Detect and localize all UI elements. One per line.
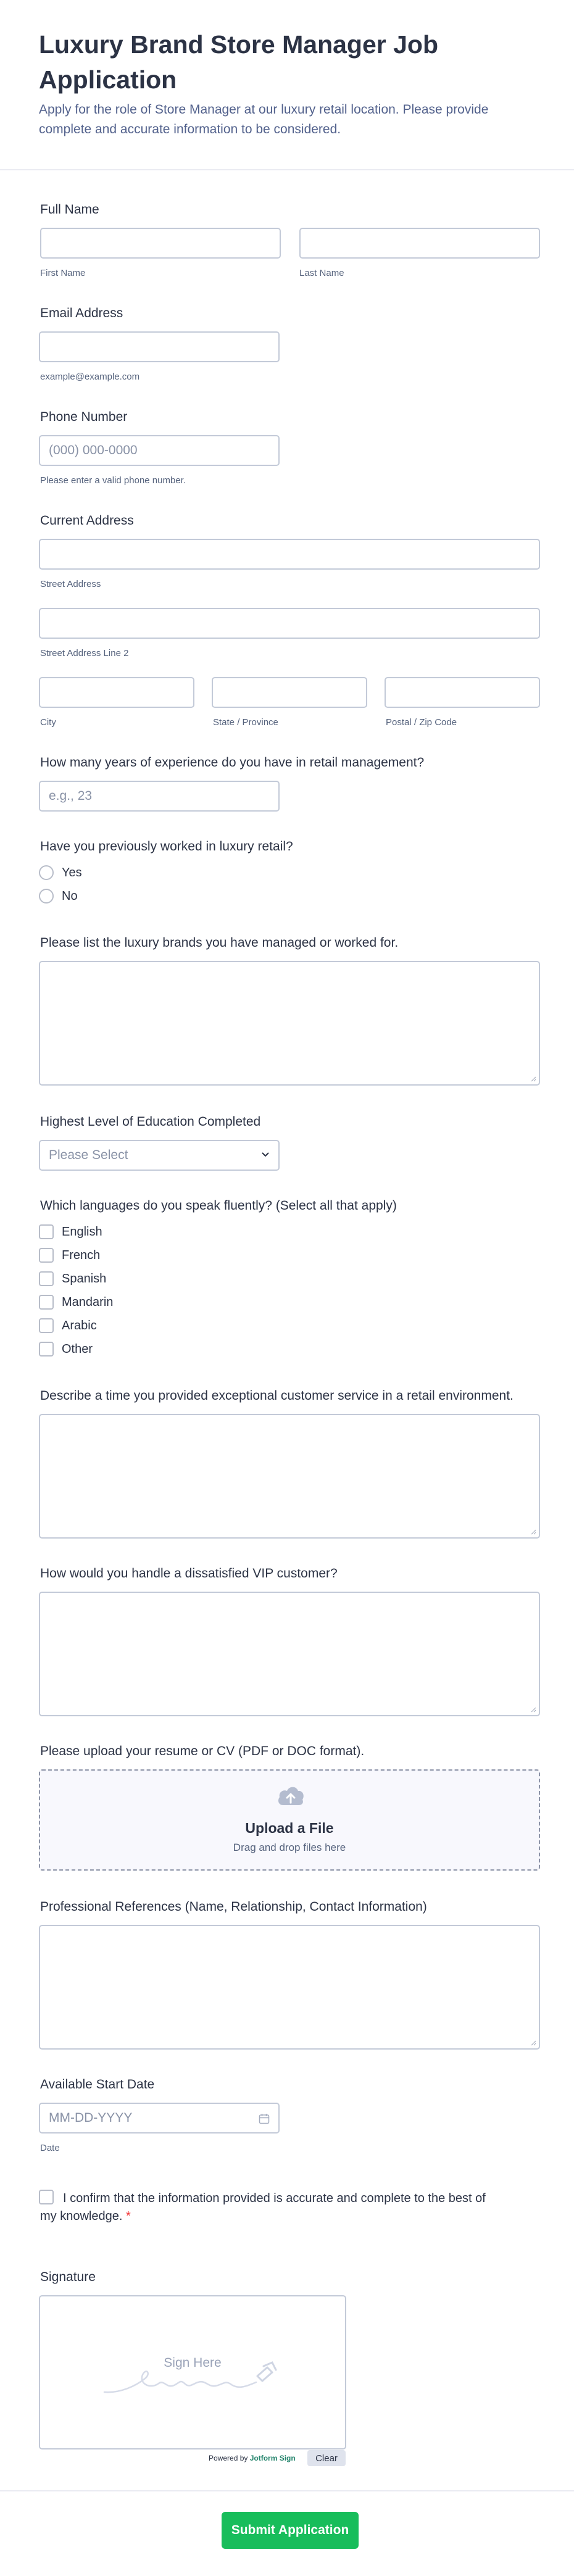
state-input[interactable] bbox=[212, 677, 367, 708]
state-sublabel: State / Province bbox=[213, 717, 278, 728]
experience-label: How many years of experience do you have in retail management? bbox=[40, 755, 425, 770]
customer-service-label: Describe a time you provided exceptional customer service in a retail environment. bbox=[40, 1389, 514, 1403]
checkbox-other-label: Other bbox=[62, 1342, 93, 1356]
zip-input[interactable] bbox=[385, 677, 540, 708]
checkbox-spanish-label: Spanish bbox=[62, 1272, 107, 1286]
submit-button[interactable]: Submit Application bbox=[222, 2512, 359, 2549]
vip-label: How would you handle a dissatisfied VIP customer? bbox=[40, 1566, 338, 1581]
upload-title: Upload a File bbox=[245, 1820, 334, 1836]
powered-by-prefix: Powered by bbox=[209, 2454, 248, 2462]
start-date-placeholder: MM-DD-YYYY bbox=[49, 2111, 133, 2125]
zip-sublabel: Postal / Zip Code bbox=[386, 717, 457, 728]
radio-yes-label: Yes bbox=[62, 866, 82, 879]
checkbox-french-label: French bbox=[62, 1249, 101, 1262]
checkbox-english[interactable] bbox=[39, 1224, 54, 1239]
references-textarea[interactable] bbox=[39, 1925, 540, 2050]
city-sublabel: City bbox=[40, 717, 56, 728]
start-date-label: Available Start Date bbox=[40, 2077, 155, 2092]
experience-placeholder: e.g., 23 bbox=[49, 789, 93, 803]
signature-label: Signature bbox=[40, 2270, 96, 2284]
phone-input[interactable] bbox=[39, 435, 280, 466]
resize-grip-icon[interactable] bbox=[530, 1529, 536, 1535]
header-divider bbox=[0, 169, 574, 170]
resize-grip-icon[interactable] bbox=[530, 1706, 536, 1713]
checkbox-english-label: English bbox=[62, 1225, 102, 1239]
first-name-sublabel: First Name bbox=[40, 268, 86, 278]
page-title: Luxury Brand Store Manager Job Application bbox=[39, 30, 439, 94]
checkbox-arabic-label: Arabic bbox=[62, 1319, 97, 1332]
first-name-input[interactable] bbox=[40, 228, 281, 259]
checkbox-spanish[interactable] bbox=[39, 1271, 54, 1286]
signature-placeholder: Sign Here bbox=[164, 2356, 222, 2370]
street-address-2-input[interactable] bbox=[39, 608, 540, 639]
clear-signature-button[interactable]: Clear bbox=[307, 2450, 346, 2466]
start-date-sublabel: Date bbox=[40, 2143, 60, 2153]
vip-textarea[interactable] bbox=[39, 1592, 540, 1716]
phone-placeholder: (000) 000-0000 bbox=[49, 443, 138, 457]
radio-no[interactable] bbox=[39, 889, 54, 904]
last-name-sublabel: Last Name bbox=[299, 268, 344, 278]
signature-pad[interactable] bbox=[39, 2295, 346, 2449]
customer-service-textarea[interactable] bbox=[39, 1414, 540, 1539]
full-name-label: Full Name bbox=[40, 202, 99, 217]
references-label: Professional References (Name, Relationship, Contact Information) bbox=[40, 1900, 427, 1914]
email-sublabel: example@example.com bbox=[40, 372, 140, 382]
checkbox-mandarin[interactable] bbox=[39, 1295, 54, 1310]
luxury-retail-label: Have you previously worked in luxury retail? bbox=[40, 839, 293, 854]
powered-by bbox=[209, 2454, 296, 2462]
city-input[interactable] bbox=[39, 677, 194, 708]
email-label: Email Address bbox=[40, 306, 123, 320]
calendar-icon[interactable] bbox=[259, 2113, 270, 2124]
jotform-sign-brand: Jotform Sign bbox=[249, 2454, 296, 2462]
last-name-input[interactable] bbox=[299, 228, 540, 259]
resume-label: Please upload your resume or CV (PDF or DOC format). bbox=[40, 1744, 365, 1758]
education-select[interactable] bbox=[39, 1140, 280, 1171]
experience-input[interactable] bbox=[39, 781, 280, 812]
education-selected: Please Select bbox=[49, 1148, 128, 1162]
phone-label: Phone Number bbox=[40, 410, 128, 424]
resume-upload-dropzone[interactable] bbox=[39, 1769, 540, 1871]
brands-textarea[interactable] bbox=[39, 961, 540, 1086]
education-label: Highest Level of Education Completed bbox=[40, 1115, 261, 1129]
confirm-text bbox=[40, 2190, 491, 2225]
start-date-input[interactable] bbox=[39, 2103, 280, 2134]
phone-sublabel: Please enter a valid phone number. bbox=[40, 475, 186, 486]
cloud-upload-icon bbox=[276, 1784, 306, 1808]
radio-yes[interactable] bbox=[39, 865, 54, 880]
chevron-down-icon bbox=[261, 1152, 270, 1158]
checkbox-arabic[interactable] bbox=[39, 1318, 54, 1333]
resize-grip-icon[interactable] bbox=[530, 2040, 536, 2046]
checkbox-other[interactable] bbox=[39, 1342, 54, 1357]
checkbox-mandarin-label: Mandarin bbox=[62, 1295, 114, 1309]
languages-label: Which languages do you speak fluently? (Select all that apply) bbox=[40, 1199, 397, 1213]
brands-label: Please list the luxury brands you have managed or worked for. bbox=[40, 936, 399, 950]
street-address-2-sublabel: Street Address Line 2 bbox=[40, 648, 129, 659]
radio-no-label: No bbox=[62, 889, 78, 903]
footer-divider bbox=[0, 2490, 574, 2491]
page-subtitle: Apply for the role of Store Manager at our luxury retail location. Please provide complete and accurate information to be considered. bbox=[39, 102, 489, 136]
street-address-sublabel: Street Address bbox=[40, 579, 101, 589]
required-mark: * bbox=[125, 2209, 131, 2223]
checkbox-french[interactable] bbox=[39, 1248, 54, 1263]
resize-grip-icon[interactable] bbox=[530, 1076, 536, 1082]
address-label: Current Address bbox=[40, 513, 134, 528]
street-address-input[interactable] bbox=[39, 539, 540, 570]
confirm-text-body: I confirm that the information provided is accurate and complete to the best of my knowledge. bbox=[40, 2192, 486, 2223]
upload-hint: Drag and drop files here bbox=[233, 1842, 346, 1853]
email-input[interactable] bbox=[39, 331, 280, 362]
